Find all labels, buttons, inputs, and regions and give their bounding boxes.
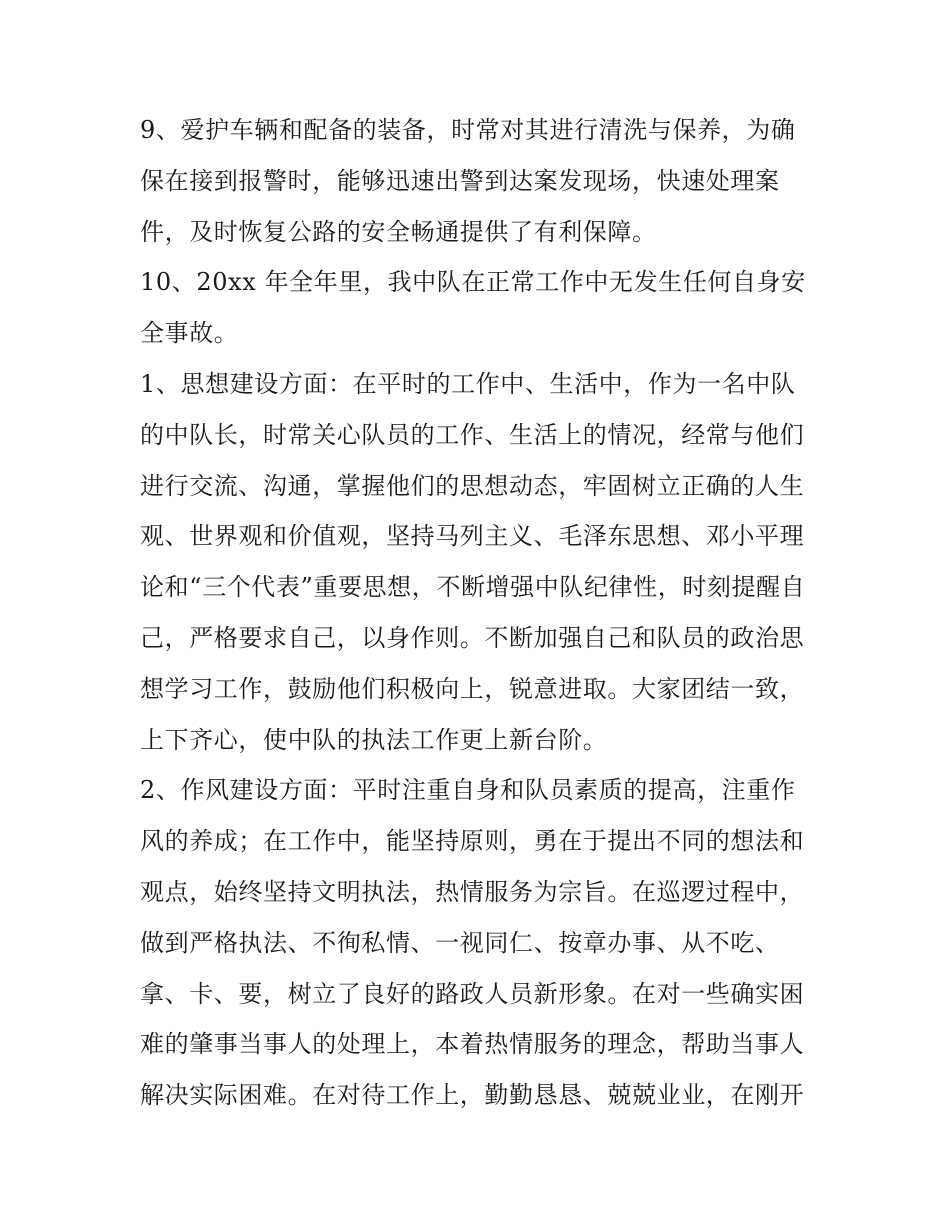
text-line: 上下齐心，使中队的执法工作更上新台阶。 xyxy=(140,725,608,754)
text-line: 解决实际困难。在对待工作上，勤勤恳恳、兢兢业业，在刚开 xyxy=(140,1081,805,1110)
paragraph-item-10 xyxy=(140,257,820,359)
text-line: 2、作风建设方面：平时注重自身和队员素质的提高，注重作 xyxy=(140,776,796,805)
text-line: 风的养成；在工作中，能坚持原则，勇在于提出不同的想法和 xyxy=(140,827,805,856)
text-line: 观点，始终坚持文明执法，热情服务为宗旨。在巡逻过程中， xyxy=(140,877,805,906)
text-line: 的中队长，时常关心队员的工作、生活上的情况，经常与他们 xyxy=(140,420,805,449)
paragraph-item-9 xyxy=(140,105,820,257)
text-line: 拿、卡、要，树立了良好的路政人员新形象。在对一些确实困 xyxy=(140,979,805,1008)
document-body xyxy=(140,105,820,1121)
text-line: 观、世界观和价值观，坚持马列主义、毛泽东思想、邓小平理 xyxy=(140,522,805,551)
text-line: 件，及时恢复公路的安全畅通提供了有利保障。 xyxy=(140,217,657,246)
text-line: 全事故。 xyxy=(140,319,239,348)
text-line: 己，严格要求自己，以身作则。不断加强自己和队员的政治思 xyxy=(140,623,805,652)
text-line: 10、20xx 年全年里，我中队在正常工作中无发生任何自身安 xyxy=(140,268,806,297)
text-line: 论和“三个代表”重要思想，不断增强中队纪律性，时刻提醒自 xyxy=(140,573,806,602)
text-line: 做到严格执法、不徇私情、一视同仁、按章办事、从不吃、 xyxy=(140,928,780,957)
paragraph-ideology xyxy=(140,359,820,765)
text-line: 想学习工作，鼓励他们积极向上，锐意进取。大家团结一致， xyxy=(140,674,805,703)
text-line: 1、思想建设方面：在平时的工作中、生活中，作为一名中队 xyxy=(140,369,796,398)
text-line: 难的肇事当事人的处理上，本着热情服务的理念，帮助当事人 xyxy=(140,1030,805,1059)
paragraph-work-style xyxy=(140,765,820,1121)
text-line: 进行交流、沟通，掌握他们的思想动态，牢固树立正确的人生 xyxy=(140,471,805,500)
text-line: 保在接到报警时，能够迅速出警到达案发现场，快速处理案 xyxy=(140,166,780,195)
text-line: 9、爱护车辆和配备的装备，时常对其进行清洗与保养，为确 xyxy=(140,116,796,144)
